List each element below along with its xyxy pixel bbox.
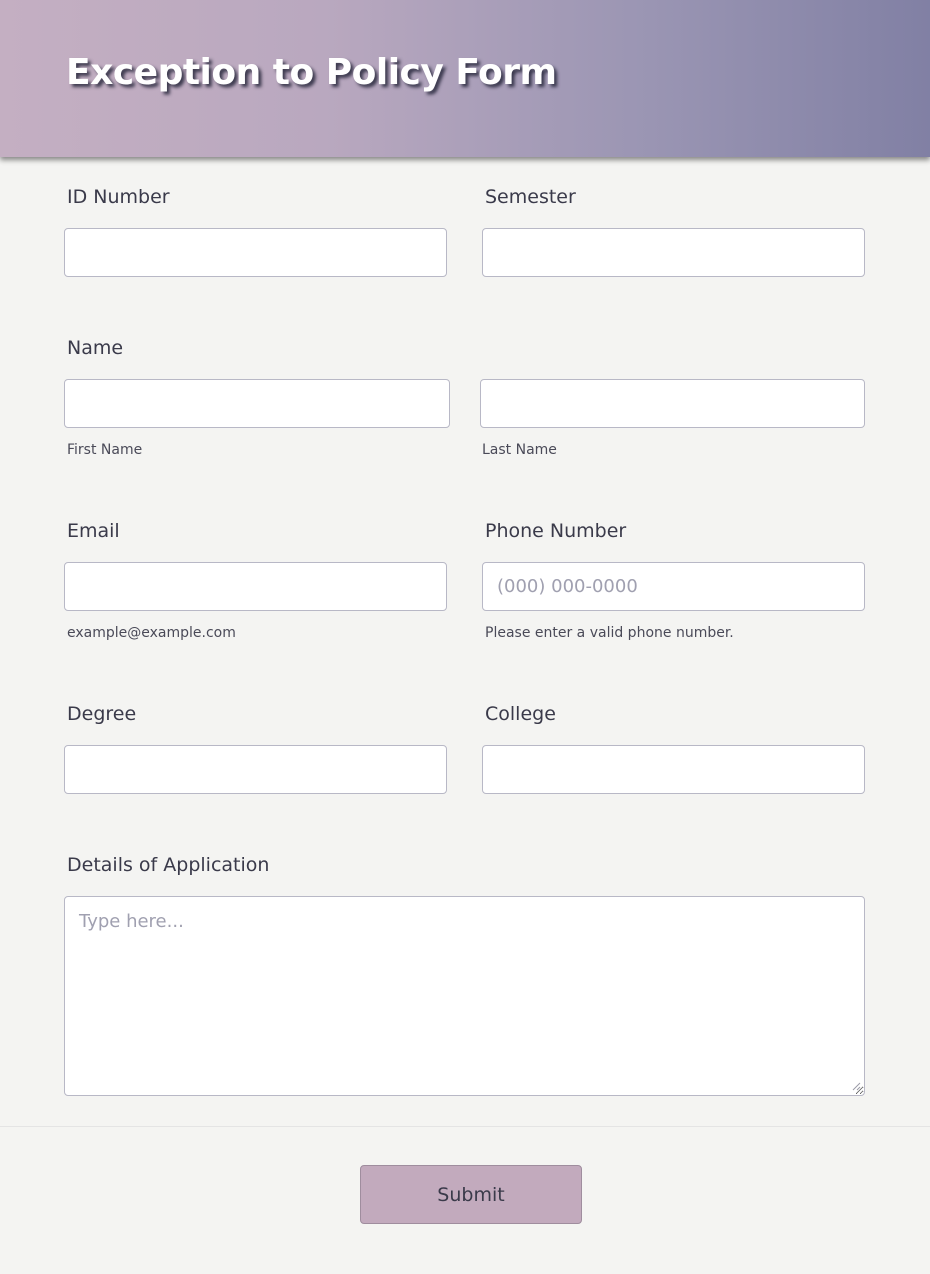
last-name-input[interactable] [480, 379, 865, 428]
resize-grip-icon[interactable] [851, 1081, 861, 1091]
form-title: Exception to Policy Form [66, 52, 557, 93]
college-label: College [485, 703, 556, 725]
footer-divider [0, 1126, 930, 1127]
phone-sublabel: Please enter a valid phone number. [485, 625, 734, 641]
details-textarea[interactable] [64, 896, 865, 1096]
submit-button[interactable]: Submit [360, 1165, 582, 1224]
details-label: Details of Application [67, 854, 270, 876]
email-label: Email [67, 520, 120, 542]
semester-input[interactable] [482, 228, 865, 277]
name-label: Name [67, 337, 124, 359]
email-sublabel: example@example.com [67, 625, 236, 641]
phone-label: Phone Number [485, 520, 627, 542]
id-number-label: ID Number [67, 186, 170, 208]
first-name-sublabel: First Name [67, 442, 143, 458]
form-header [0, 0, 930, 157]
degree-input[interactable] [64, 745, 447, 794]
semester-label: Semester [485, 186, 576, 208]
degree-label: Degree [67, 703, 137, 725]
first-name-input[interactable] [64, 379, 450, 428]
last-name-sublabel: Last Name [482, 442, 557, 458]
id-number-input[interactable] [64, 228, 447, 277]
phone-input[interactable] [482, 562, 865, 611]
college-input[interactable] [482, 745, 865, 794]
email-input[interactable] [64, 562, 447, 611]
